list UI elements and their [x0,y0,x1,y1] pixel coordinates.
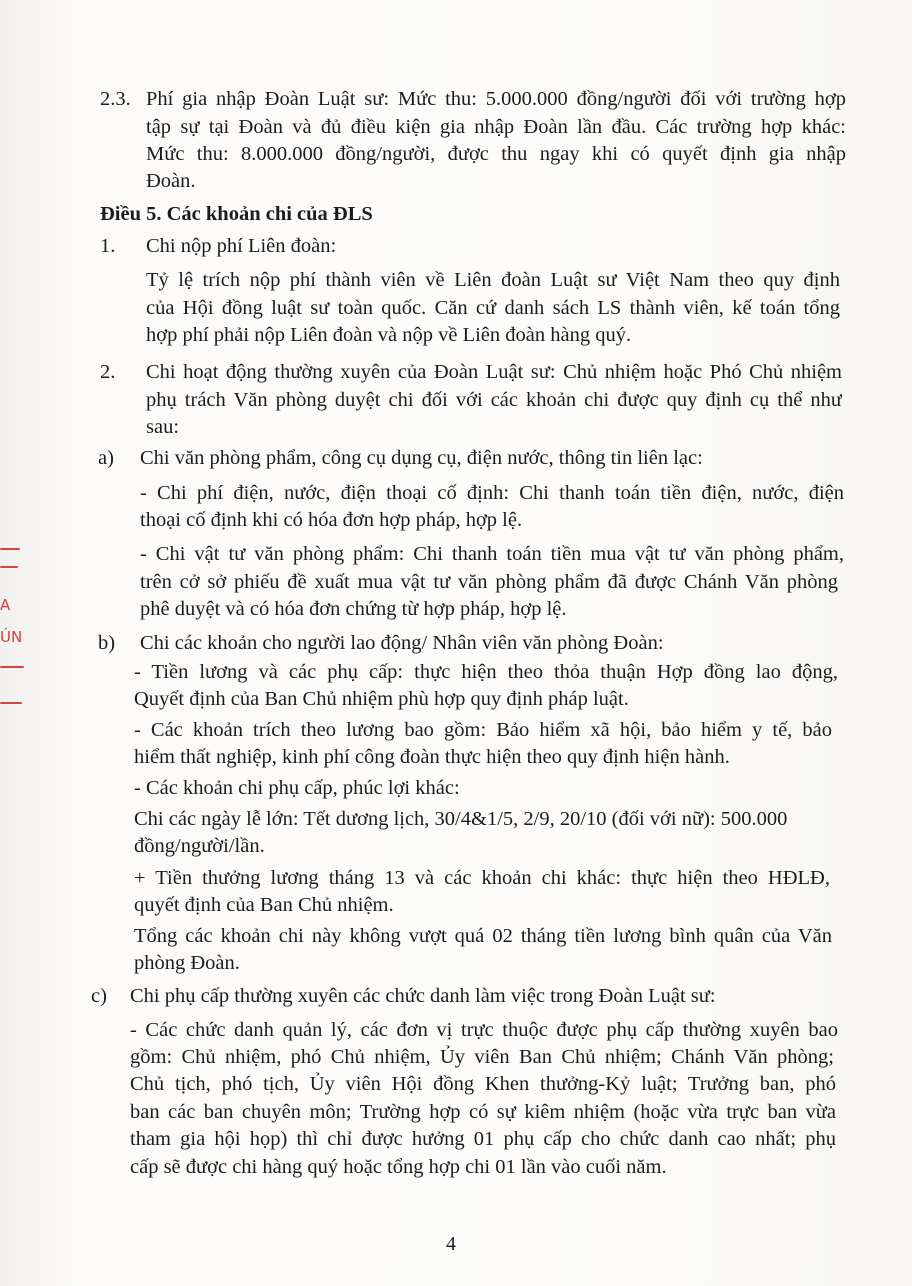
item-2-body-line: phụ trách Văn phòng duyệt chi đối với các khoản chi được quy định cụ thể như [146,389,842,411]
item-b-body-line: - Tiền lương và các phụ cấp: thực hiện theo thỏa thuận Hợp đồng lao động, [134,661,838,683]
item-a-body-line: thoại cố định khi có hóa đơn hợp pháp, hợp lệ. [140,509,523,531]
item-b-title: Chi các khoản cho người lao động/ Nhân viên văn phòng Đoàn: [140,632,664,654]
item-1-body-line: hợp phí phải nộp Liên đoàn và nộp về Liên đoàn hàng quý. [146,324,632,346]
item-b-body-line: Chi các ngày lễ lớn: Tết dương lịch, 30/4&1/5, 2/9, 20/10 (đối với nữ): 500.000 [134,808,788,830]
section-2-3-line: tập sự tại Đoàn và đủ điều kiện gia nhập Đoàn lần đầu. Các trường hợp khác: [146,116,846,138]
item-b-body-line: Quyết định của Ban Chủ nhiệm phù hợp quy định pháp luật. [134,688,629,710]
section-2-3-line: Đoàn. [146,170,196,192]
section-2-3-line: Mức thu: 8.000.000 đồng/người, được thu ngay khi có quyết định gia nhập [146,143,846,165]
margin-mark-line [0,548,20,550]
item-b-body-line: đồng/người/lần. [134,835,265,857]
section-2-3-line: Phí gia nhập Đoàn Luật sư: Mức thu: 5.000.000 đồng/người đối với trường hợp [146,88,846,110]
item-c-label: c) [91,985,107,1007]
page-number: 4 [446,1233,456,1255]
item-c-body-line: gồm: Chủ nhiệm, phó Chủ nhiệm, Ủy viên Ban Chủ nhiệm; Chánh Văn phòng; [130,1046,834,1068]
item-1-body-line: Tỷ lệ trích nộp phí thành viên về Liên đoàn Luật sư Việt Nam theo quy định [146,269,840,291]
item-b-body-line: + Tiền thưởng lương tháng 13 và các khoản chi khác: thực hiện theo HĐLĐ, [134,867,830,889]
item-c-body-line: Chủ tịch, phó tịch, Ủy viên Hội đồng Khen thưởng-Kỷ luật; Trưởng ban, phó [130,1073,836,1095]
item-c-body-line: - Các chức danh quản lý, các đơn vị trực thuộc được phụ cấp thường xuyên bao [130,1019,838,1041]
item-2-number: 2. [100,361,116,383]
item-c-title: Chi phụ cấp thường xuyên các chức danh làm việc trong Đoàn Luật sư: [130,985,716,1007]
margin-mark-letter: A [0,596,11,614]
item-a-body-line: phê duyệt và có hóa đơn chứng từ hợp pháp, hợp lệ. [140,598,567,620]
item-b-body-line: hiểm thất nghiệp, kinh phí công đoàn thực hiện theo quy định hiện hành. [134,746,730,768]
margin-mark-line [0,666,24,668]
item-a-label: a) [98,447,114,469]
article-5-heading: Điều 5. Các khoản chi của ĐLS [100,203,373,225]
item-1-title: Chi nộp phí Liên đoàn: [146,235,337,257]
item-b-body-line: quyết định của Ban Chủ nhiệm. [134,894,394,916]
item-1-number: 1. [100,235,116,257]
item-2-body-line: sau: [146,416,180,438]
item-c-body-line: ban các ban chuyên môn; Trường hợp có sự kiêm nhiệm (hoặc vừa trực ban vừa [130,1101,836,1123]
item-b-label: b) [98,632,116,654]
item-1-body-line: của Hội đồng luật sư toàn quốc. Căn cứ danh sách LS thành viên, kế toán tổng [146,297,840,319]
item-c-body-line: cấp sẽ được chi hàng quý hoặc tổng hợp chi 01 lần vào cuối năm. [130,1156,667,1178]
item-a-body-line: - Chi phí điện, nước, điện thoại cố định: Chi thanh toán tiền điện, nước, điện [140,482,844,504]
item-a-body-line: trên cở sở phiếu đề xuất mua vật tư văn phòng phẩm đã được Chánh Văn phòng [140,571,838,593]
item-b-body-line: Tổng các khoản chi này không vượt quá 02 tháng tiền lương bình quân của Văn [134,925,832,947]
item-c-body-line: tham gia hội họp) thì chỉ được hưởng 01 phụ cấp cho chức danh cao nhất; phụ [130,1128,836,1150]
item-a-title: Chi văn phòng phẩm, công cụ dụng cụ, điện nước, thông tin liên lạc: [140,447,703,469]
margin-mark-line [0,702,22,704]
item-b-body-line: - Các khoản chi phụ cấp, phúc lợi khác: [134,777,460,799]
margin-mark-line [0,566,18,568]
item-a-body-line: - Chi vật tư văn phòng phẩm: Chi thanh toán tiền mua vật tư văn phòng phẩm, [140,543,844,565]
item-b-body-line: phòng Đoàn. [134,952,240,974]
item-b-body-line: - Các khoản trích theo lương bao gồm: Bảo hiểm xã hội, bảo hiểm y tế, bảo [134,719,832,741]
margin-mark-letter: ÚN [0,628,23,646]
section-2-3-number: 2.3. [100,88,131,110]
item-2-body-line: Chi hoạt động thường xuyên của Đoàn Luật sư: Chủ nhiệm hoặc Phó Chủ nhiệm [146,361,842,383]
